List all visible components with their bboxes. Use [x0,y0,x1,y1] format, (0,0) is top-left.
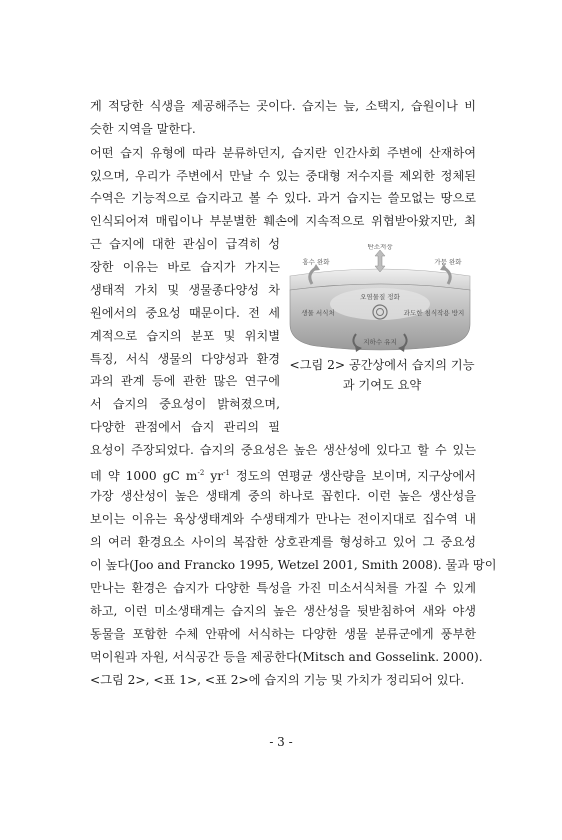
body-text-line: 데 약 1000 gC $m^{-2}$ $yr^{-1}$ 정도의 연평균 생산량을 보이며, 지구상에서 [90,469,476,484]
figure-caption-line: 과 기여도 요약 [342,378,422,392]
body-text-line: 수역은 기능적으로 습지라고 볼 수 있다. 과거 습지는 쓸모없는 땅으로 [90,191,476,205]
body-text-line: 게 적당한 식생을 제공해주는 곳이다. 습지는 늪, 소택지, 습원이나 비 [90,99,476,113]
body-text-line: 하고, 이런 미소생태계는 습지의 높은 생산성을 뒷받침하여 새와 야생 [90,604,476,618]
label-pollutant: 오염물질 정화 [360,293,400,301]
page-number: - 3 - [269,735,293,749]
label-drought: 가뭄 완화 [434,258,462,266]
label-flood: 홍수 완화 [302,258,330,266]
body-text-line: 특징, 서식 생물의 다양성과 환경 [90,352,280,366]
figure-caption-line: <그림 2> 공간상에서 습지의 기능 [289,358,475,372]
body-text-line: 보이는 이유는 육상생태계와 수생태계가 만나는 전이지대로 집수역 내 [90,512,476,526]
body-text-line: 이 높다(Joo and Francko 1995, Wetzel 2001, Smith 2008). 물과 땅이 [90,558,497,572]
body-text-line: 어떤 습지 유형에 따라 분류하던지, 습지란 인간사회 주변에 산재하여 [90,146,476,160]
body-text-line: 동물을 포함한 수체 안팎에 서식하는 다양한 생물 분류군에게 풍부한 [90,627,476,641]
body-text-line: <그림 2>, <표 1>, <표 2>에 습지의 기능 및 가치가 정리되어 있다. [90,673,465,687]
label-groundwater: 지하수 유지 [363,338,397,346]
body-text-line: 다양한 관점에서 습지 관리의 필 [90,420,280,434]
label-habitat: 생물 서식처 [301,309,335,317]
figure-caption [282,355,482,395]
body-text-line: 만나는 환경은 습지가 다양한 특성을 가진 미소서식처를 가질 수 있게 [90,581,476,595]
label-erosion: 과도한 침식작용 방지 [403,309,465,317]
body-text-line: 있으며, 우리가 주변에서 만날 수 있는 중대형 저수지를 제외한 정체된 [90,169,476,183]
body-text-line: 인식되어져 매립이나 부분별한 훼손에 지속적으로 위협받아왔지만, 최 [90,214,476,228]
body-text-line: 먹이원과 자원, 서식공간 등을 제공한다(Mitsch and Gosselink. 2000). [90,650,483,664]
body-text-line: 요성이 주장되었다. 습지의 중요성은 높은 생산성에 있다고 할 수 있는 [90,443,476,457]
body-text-line: 생태적 가치 및 생물종다양성 차 [90,283,280,297]
body-text-line: 계적으로 습지의 분포 및 위치별 [90,329,280,343]
label-carbon: 탄소저장 [367,244,393,251]
body-text-line: 서 습지의 중요성이 밝혀졌으며, [90,397,280,411]
carbon-arrow-icon [375,250,385,272]
body-text-line: 장한 이유는 바로 습지가 가지는 [90,260,280,274]
body-text-line: 원에서의 중요성 때문이다. 전 세 [90,306,280,320]
body-text-line: 의 여러 환경요소 사이의 복잡한 상호관계를 형성하고 있어 그 중요성 [90,535,476,549]
body-text-line: 슷한 지역을 말한다. [90,122,196,136]
body-text-line: 과의 관계 등에 관한 많은 연구에 [90,374,280,388]
body-text-line: 가장 생산성이 높은 생태계 중의 하나로 꼽힌다. 이런 높은 생산성을 [90,489,476,503]
body-text-line: 근 습지에 대한 관심이 급격히 성 [90,237,280,251]
